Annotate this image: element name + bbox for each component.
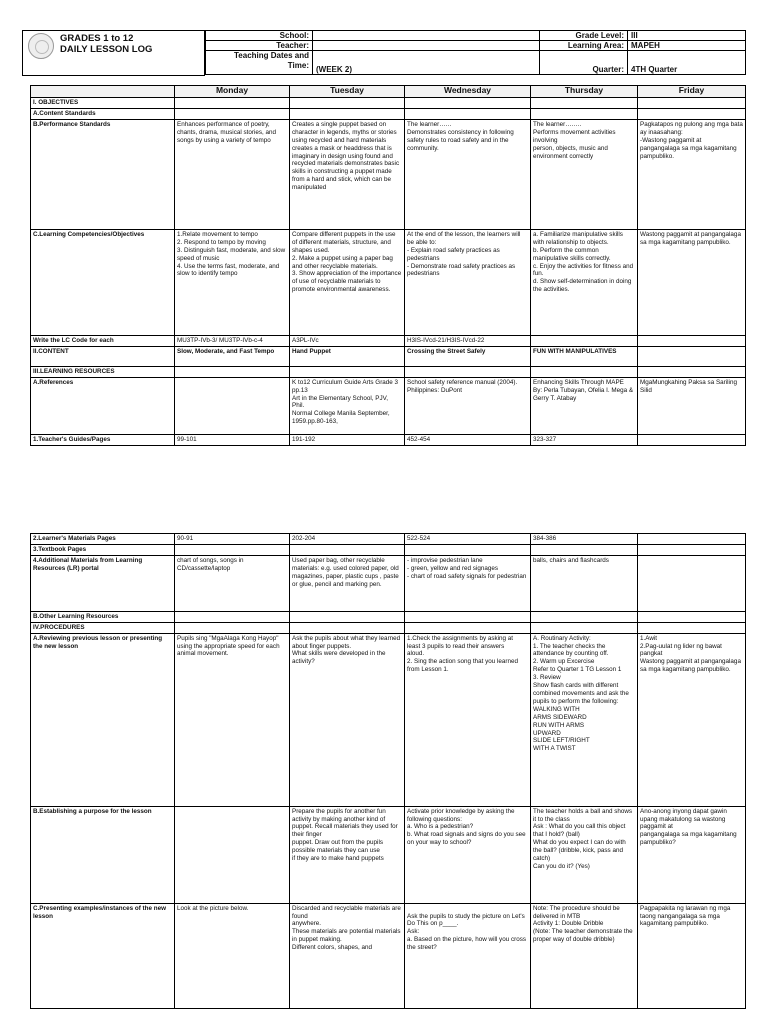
day-header-thursday: Thursday bbox=[531, 86, 638, 98]
cell-wednesday[interactable]: - improvise pedestrian lane - green, yellow and red signages - chart of road safety signals for pedestrian bbox=[405, 555, 531, 611]
cell-wednesday[interactable]: At the end of the lesson, the learners will be able to: - Explain road safety practices as pedestrians - Demonstrate road safety practices as pedestrians bbox=[405, 229, 531, 335]
cell-wednesday[interactable] bbox=[405, 544, 531, 555]
table-row bbox=[31, 366, 746, 377]
row-label: III.LEARNING RESOURCES bbox=[31, 366, 175, 377]
teaching-dates-label-2: Time: bbox=[287, 61, 309, 70]
table-row bbox=[31, 555, 746, 611]
table-row bbox=[31, 633, 746, 806]
teaching-dates-label-1: Teaching Dates and bbox=[234, 51, 309, 60]
cell-friday[interactable]: 1.Awit 2.Pag-uulat ng lider ng bawat pangkat Wastong paggamit at pangangalaga sa mga kagamitang pampubliko. bbox=[638, 633, 746, 806]
row-label: 3.Textbook Pages bbox=[31, 544, 175, 555]
row-label: IV.PROCEDURES bbox=[31, 622, 175, 633]
cell-monday[interactable]: 90-91 bbox=[175, 534, 290, 545]
form-title-line1: GRADES 1 to 12 bbox=[60, 33, 134, 44]
page1-body bbox=[31, 98, 746, 446]
cell-thursday[interactable]: balls, chairs and flashcards bbox=[531, 555, 638, 611]
cell-wednesday[interactable]: 1.Check the assignments by asking at least 3 pupils to read their answers aloud. 2. Sing the action song that you learned from Lesson 1. bbox=[405, 633, 531, 806]
cell-thursday[interactable]: FUN WITH MANIPULATIVES bbox=[531, 346, 638, 366]
cell-monday[interactable]: Look at the picture below. bbox=[175, 903, 290, 1008]
cell-wednesday[interactable]: 522-524 bbox=[405, 534, 531, 545]
cell-thursday[interactable]: 323-327 bbox=[531, 434, 638, 445]
cell-monday[interactable] bbox=[175, 622, 290, 633]
cell-thursday[interactable]: The teacher holds a ball and shows it to the class Ask : What do you call this object that I hold? (ball) What do you expect I can do with the ball? (dribble, kick, pass and catch) Can you do it? (Yes) bbox=[531, 806, 638, 903]
cell-tuesday[interactable] bbox=[290, 544, 405, 555]
cell-monday[interactable]: 1.Relate movement to tempo 2. Respond to tempo by moving 3. Distinguish fast, moderate, and slow speed of music 4. Use the terms fast, moderate, and slow to identify tempo bbox=[175, 229, 290, 335]
cell-friday[interactable] bbox=[638, 434, 746, 445]
cell-tuesday[interactable]: Discarded and recyclable materials are found anywhere. These materials are potential materials in puppet making. Different colors, shapes, and bbox=[290, 903, 405, 1008]
cell-tuesday[interactable]: 191-192 bbox=[290, 434, 405, 445]
cell-tuesday[interactable]: Hand Puppet bbox=[290, 346, 405, 366]
cell-wednesday[interactable] bbox=[405, 366, 531, 377]
row-label: Write the LC Code for each bbox=[31, 335, 175, 346]
cell-friday[interactable] bbox=[638, 109, 746, 120]
table-row bbox=[31, 903, 746, 1008]
day-header-monday: Monday bbox=[175, 86, 290, 98]
cell-friday[interactable]: Ano-anong inyong dapat gawin upang makatulong sa wastong paggamit at pangangalaga sa mga kagamitang pampubliko? bbox=[638, 806, 746, 903]
cell-monday[interactable]: 99-101 bbox=[175, 434, 290, 445]
table-row bbox=[31, 534, 746, 545]
cell-monday[interactable]: Slow, Moderate, and Fast Tempo bbox=[175, 346, 290, 366]
row-label: 2.Learner's Materials Pages bbox=[31, 534, 175, 545]
cell-wednesday[interactable]: H3IS-IVcd-21/H3IS-IVcd-22 bbox=[405, 335, 531, 346]
cell-wednesday[interactable]: Ask the pupils to study the picture on Let's Do This on p____. Ask: a. Based on the picture, how will you cross the street? bbox=[405, 903, 531, 1008]
cell-thursday[interactable] bbox=[531, 366, 638, 377]
cell-friday[interactable] bbox=[638, 555, 746, 611]
lesson-table-page1 bbox=[30, 85, 746, 446]
row-label: B.Establishing a purpose for the lesson bbox=[31, 806, 175, 903]
day-header-blank bbox=[31, 86, 175, 98]
table-row bbox=[31, 119, 746, 229]
cell-thursday[interactable] bbox=[531, 98, 638, 109]
cell-monday[interactable]: MU3TP-IVb-3/ MU3TP-IVb-c-4 bbox=[175, 335, 290, 346]
cell-wednesday[interactable]: Activate prior knowledge by asking the following questions: a. Who is a pedestrian? b. What road signals and signs do you see on your way to school? bbox=[405, 806, 531, 903]
table-row bbox=[31, 109, 746, 120]
cell-friday[interactable] bbox=[638, 366, 746, 377]
cell-monday[interactable]: Enhances performance of poetry, chants, drama, musical stories, and songs by using a variety of tempo bbox=[175, 119, 290, 229]
teacher-field[interactable] bbox=[313, 41, 540, 51]
table-row bbox=[31, 335, 746, 346]
cell-friday[interactable]: Wastong paggamit at pangangalaga sa mga kagamitang pampubliko. bbox=[638, 229, 746, 335]
cell-monday[interactable] bbox=[175, 366, 290, 377]
teaching-dates-label bbox=[206, 51, 313, 75]
cell-tuesday[interactable]: A3PL-IVc bbox=[290, 335, 405, 346]
header-info-table bbox=[205, 30, 746, 75]
row-label: A.References bbox=[31, 377, 175, 434]
cell-monday[interactable] bbox=[175, 377, 290, 434]
cell-tuesday[interactable]: Used paper bag, other recyclable materials: e.g. used colored paper, old magazines, paper, plastic cups , paste or glue, pencil and marking pen. bbox=[290, 555, 405, 611]
learning-area-label: Learning Area: bbox=[540, 41, 628, 51]
cell-friday[interactable]: Pagkatapos ng pulong ang mga bata ay inaasahang: -Wastong paggamit at pangangalaga sa mga kagamitang pampubliko. bbox=[638, 119, 746, 229]
school-label: School: bbox=[206, 31, 313, 41]
grade-level-field[interactable]: III bbox=[628, 31, 746, 41]
cell-friday[interactable] bbox=[638, 544, 746, 555]
cell-tuesday[interactable] bbox=[290, 622, 405, 633]
school-field[interactable] bbox=[313, 31, 540, 41]
cell-thursday[interactable]: A. Routinary Activity: 1. The teacher checks the attendance by counting off. 2. Warm up Excercise Refer to Quarter 1 TG Lesson 1 3. Review Show flash cards with different combined movements and ask the pupils to perform the following: WALKING WITH ARMS SIDEWARD RUN WITH ARMS UPWARD SLIDE LEFT/RIGHT WITH A TWIST bbox=[531, 633, 638, 806]
day-header-row bbox=[31, 86, 746, 98]
cell-thursday[interactable]: Note: The procedure should be delivered in MTB Activity 1: Double Dribble (Note: The teacher demonstrate the proper way of double dribble) bbox=[531, 903, 638, 1008]
table-row bbox=[31, 229, 746, 335]
grade-level-label: Grade Level: bbox=[540, 31, 628, 41]
cell-monday[interactable]: chart of songs, songs in CD/cassette/laptop bbox=[175, 555, 290, 611]
cell-tuesday[interactable]: K to12 Curriculum Guide Arts Grade 3 pp.13 Art in the Elementary School, PJV, Phil. Normal College Manila September, 1959.pp.80-163, bbox=[290, 377, 405, 434]
cell-thursday[interactable] bbox=[531, 335, 638, 346]
cell-friday[interactable]: MgaMungkahing Paksa sa Sariling Silid bbox=[638, 377, 746, 434]
cell-tuesday[interactable]: Ask the pupils about what they learned about finger puppets. What skills were developed in the activity? bbox=[290, 633, 405, 806]
cell-wednesday[interactable]: School safety reference manual (2004). Philippines: DuPont bbox=[405, 377, 531, 434]
cell-wednesday[interactable]: The learner…… Demonstrates consistency in following safety rules to road safety and in the community. bbox=[405, 119, 531, 229]
page2-body bbox=[31, 534, 746, 1009]
day-header-tuesday: Tuesday bbox=[290, 86, 405, 98]
cell-monday[interactable] bbox=[175, 544, 290, 555]
cell-monday[interactable]: Pupils sing "MgaAlaga Kong Hayop" using the appropriate speed for each animal movement. bbox=[175, 633, 290, 806]
cell-tuesday[interactable]: 202-204 bbox=[290, 534, 405, 545]
table-row bbox=[31, 806, 746, 903]
row-label: II.CONTENT bbox=[31, 346, 175, 366]
table-row bbox=[31, 544, 746, 555]
form-title-line2: DAILY LESSON LOG bbox=[60, 44, 153, 55]
cell-friday[interactable] bbox=[638, 335, 746, 346]
table-row bbox=[31, 434, 746, 445]
deped-seal-icon bbox=[28, 33, 54, 59]
cell-monday[interactable] bbox=[175, 109, 290, 120]
table-row bbox=[31, 98, 746, 109]
form-title bbox=[60, 33, 152, 55]
cell-thursday[interactable] bbox=[531, 611, 638, 622]
row-label: B.Performance Standards bbox=[31, 119, 175, 229]
cell-friday[interactable]: Pagpapakita ng larawan ng mga taong nangangalaga sa mga kagamitang pampubliko. bbox=[638, 903, 746, 1008]
cell-friday[interactable] bbox=[638, 534, 746, 545]
cell-wednesday[interactable] bbox=[405, 611, 531, 622]
day-header-friday: Friday bbox=[638, 86, 746, 98]
cell-friday[interactable] bbox=[638, 611, 746, 622]
quarter-label: Quarter: bbox=[540, 51, 628, 75]
cell-friday[interactable] bbox=[638, 622, 746, 633]
row-label: I. OBJECTIVES bbox=[31, 98, 175, 109]
cell-tuesday[interactable]: Compare different puppets in the use of different materials, structure, and shapes used. 2. Make a puppet using a paper bag and other recyclable materials. 3. Show appreciation of the importance of use of recyclable materials to promote environmental awareness. bbox=[290, 229, 405, 335]
lesson-table-page2 bbox=[30, 533, 746, 1009]
row-label: 4.Additional Materials from Learning Resources (LR) portal bbox=[31, 555, 175, 611]
cell-wednesday[interactable]: Crossing the Street Safely bbox=[405, 346, 531, 366]
quarter-field[interactable]: 4TH Quarter bbox=[628, 51, 746, 75]
cell-tuesday[interactable] bbox=[290, 611, 405, 622]
table-row bbox=[31, 346, 746, 366]
cell-monday[interactable] bbox=[175, 98, 290, 109]
cell-thursday[interactable] bbox=[531, 544, 638, 555]
cell-thursday[interactable]: 384-386 bbox=[531, 534, 638, 545]
teaching-dates-field[interactable]: (WEEK 2) bbox=[313, 51, 540, 75]
cell-friday[interactable] bbox=[638, 98, 746, 109]
cell-monday[interactable] bbox=[175, 611, 290, 622]
cell-monday[interactable] bbox=[175, 806, 290, 903]
row-label: A.Content Standards bbox=[31, 109, 175, 120]
row-label: C.Presenting examples/instances of the new lesson bbox=[31, 903, 175, 1008]
day-header-wednesday: Wednesday bbox=[405, 86, 531, 98]
table-row bbox=[31, 611, 746, 622]
teacher-label: Teacher: bbox=[206, 41, 313, 51]
row-label: B.Other Learning Resources bbox=[31, 611, 175, 622]
cell-tuesday[interactable] bbox=[290, 366, 405, 377]
cell-thursday[interactable]: The learner…….. Performs movement activities involving person, objects, music and environment correctly bbox=[531, 119, 638, 229]
cell-friday[interactable] bbox=[638, 346, 746, 366]
row-label: 1.Teacher's Guides/Pages bbox=[31, 434, 175, 445]
table-row bbox=[31, 622, 746, 633]
cell-wednesday[interactable] bbox=[405, 109, 531, 120]
cell-wednesday[interactable]: 452-454 bbox=[405, 434, 531, 445]
cell-wednesday[interactable] bbox=[405, 98, 531, 109]
cell-thursday[interactable]: a. Familiarize manipulative skills with relationship to objects. b. Perform the common manipulative skills correctly. c. Enjoy the activities for fitness and fun. d. Show self-determination in doing the activities. bbox=[531, 229, 638, 335]
cell-wednesday[interactable] bbox=[405, 622, 531, 633]
cell-thursday[interactable] bbox=[531, 622, 638, 633]
cell-tuesday[interactable]: Creates a single puppet based on character in legends, myths or stories using recycled and hard materials creates a mask or headdress that is imaginary in design using found and recycled materials demonstrates basic skills in constructing a puppet made from a hard and stick, which can be manipulated bbox=[290, 119, 405, 229]
cell-tuesday[interactable] bbox=[290, 109, 405, 120]
cell-tuesday[interactable]: Prepare the pupils for another fun activity by making another kind of puppet. Recall materials they used for their finger puppet. Draw out from the pupils possible materials they can use if they are to make hand puppets bbox=[290, 806, 405, 903]
cell-thursday[interactable]: Enhancing Skills Through MAPE By: Perla Tubayan, Ofelia I. Mega & Gerry T. Atabay bbox=[531, 377, 638, 434]
cell-tuesday[interactable] bbox=[290, 98, 405, 109]
learning-area-field[interactable]: MAPEH bbox=[628, 41, 746, 51]
table-row bbox=[31, 377, 746, 434]
row-label: C.Learning Competencies/Objectives bbox=[31, 229, 175, 335]
row-label: A.Reviewing previous lesson or presenting the new lesson bbox=[31, 633, 175, 806]
cell-thursday[interactable] bbox=[531, 109, 638, 120]
